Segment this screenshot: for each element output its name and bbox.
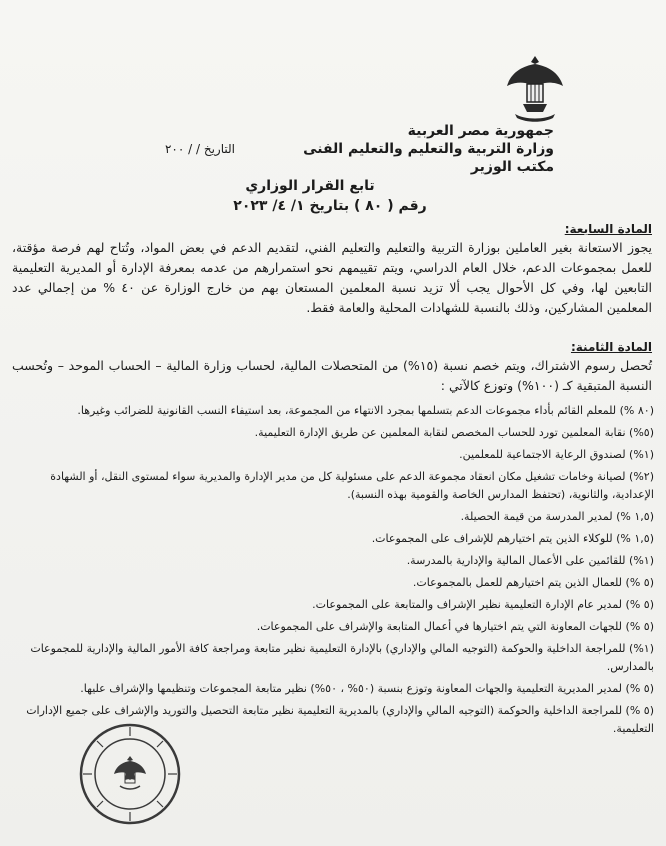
ministry-name: وزارة التربية والتعليم والتعليم الفنى [303,141,554,157]
list-item: (١%) لصندوق الرعاية الاجتماعية للمعلمين. [459,448,654,461]
list-item: (٥ %) لمدير المديرية التعليمية والجهات المعاونة وتوزع بنسبة (٥٠% ، ٥٠%) نظير متابعة المجموعات وتنظيمها والإشراف عليها. [80,682,654,695]
list-item: (١%) للمراجعة الداخلية والحوكمة (التوجيه المالي والإداري) بالإدارة التعليمية نظير متابعة ومراجعة كافة الأمور المالية والإدارية للمجموعات بالمدارس. [30,642,654,673]
article-7-heading: المادة السابعة: [564,222,652,236]
list-item: (١,٥ %) للوكلاء الذين يتم اختيارهم للإشراف على المجموعات. [371,532,654,545]
list-item: (٥%) نقابة المعلمين تورد للحساب المخصص لنقابة المعلمين عن طريق الإدارة التعليمية. [254,426,654,439]
letterhead [294,122,554,176]
article-7-text: يجوز الاستعانة بغير العاملين بوزارة التربية والتعليم والتعليم الفني، لتقديم الدعم في بعض المواد، وتُتاح لهم فرصة مؤقتة، للعمل بمجموعات الدعم، خلال العام الدراسي، ويتم تقييمهم نحو استمرارهم من عدمه بمعرفة الإدارة أو المديرية التعليمية التابعين لها، وفي كل الأحوال يجب ألا تزيد نسبة المعلمين المستعان بهم من خارج الوزارة عن ٤٠ % من إجمالي عدد المعلمين المشاركين، وذلك بالنسبة للشهادات المحلية والعامة فقط. [12,240,653,315]
decree-title: تابع القرار الوزاري [245,178,375,194]
eagle-emblem-icon [505,52,565,124]
list-item: (٥ %) لمدير عام الإدارة التعليمية نظير الإشراف والمتابعة على المجموعات. [312,598,654,611]
country-name: جمهورية مصر العربية [407,123,554,139]
list-item: (٥ %) للعمال الذين يتم اختيارهم للعمل بالمجموعات. [412,576,654,589]
article-8-heading: المادة الثامنة: [570,340,652,354]
decree-number: رقم ( ٨٠ ) بتاريخ ١/ ٤/ ٢٠٢٣ [233,198,427,214]
list-item: (٨٠ %) للمعلم القائم بأداء مجموعات الدعم بتسلمها بمجرد الانتهاء من المجموعة، بعد استيفاء النسب القانونية للضرائب وغيرها. [77,404,654,417]
office-name: مكتب الوزير [470,159,554,175]
list-item: (١,٥ %) لمدير المدرسة من قيمة الحصيلة. [460,510,654,523]
official-stamp-icon [78,722,182,826]
list-item: (٥ %) للجهات المعاونة التي يتم اختيارها في أعمال المتابعة والإشراف على المجموعات. [256,620,654,633]
distribution-list [12,402,654,742]
list-item: (٥ %) للمراجعة الداخلية والحوكمة (التوجيه المالي والإداري) بالمديرية التعليمية نظير متابعة التحصيل والتوريد والإشراف على جميع الإدارات التعليمية. [26,704,654,735]
list-item: (١%) للقائمين على الأعمال المالية والإدارية بالمدرسة. [406,554,654,567]
list-item: (٢%) لصيانة وخامات تشغيل مكان انعقاد مجموعة الدعم على مسئولية كل من مدير الإدارة والمديرية سواء لمستوى النقل، أو الشهادة الإعدادية، والثانوية، (تحتفظ المدارس الخاصة والقومية بهذه النسبة). [50,470,654,501]
date-line: التاريخ / / ٢٠٠ [164,142,235,156]
article-8-intro: تُحصل رسوم الاشتراك، ويتم خصم نسبة (١٥%) من المتحصلات المالية، لحساب وزارة المالية – الحساب الموحد – وتُحسب النسبة المتبقية كـ (١٠٠%) وتوزع كالآتي : [12,358,652,393]
